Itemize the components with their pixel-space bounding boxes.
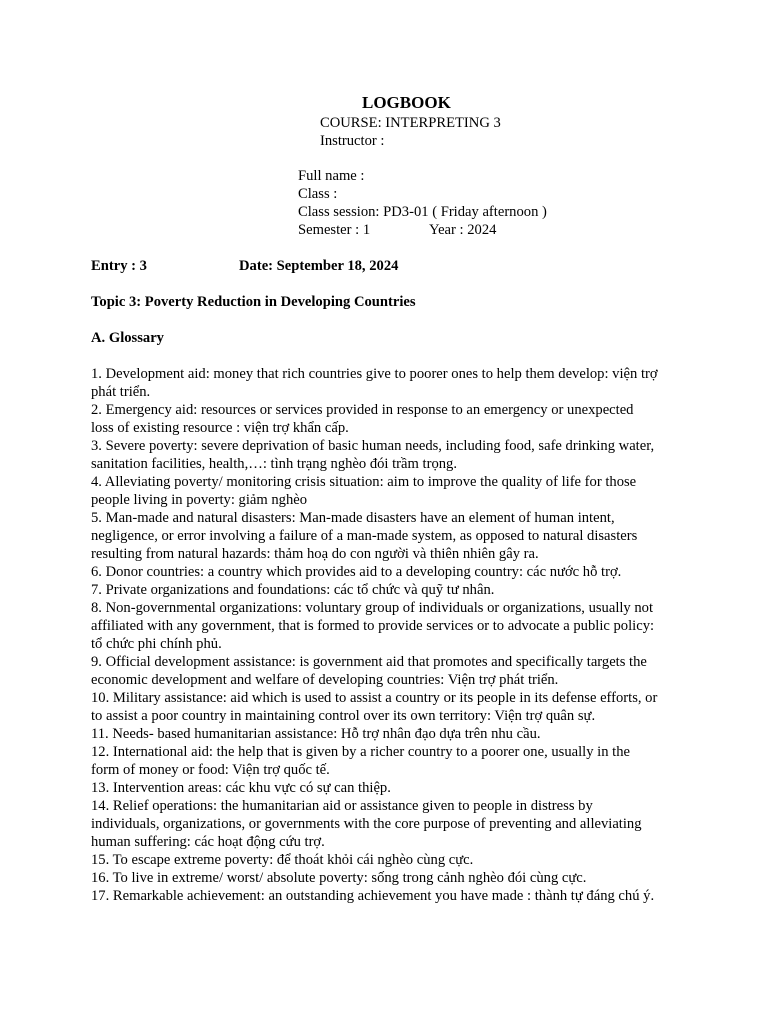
glossary-line: negligence, or error involving a failure of a man-made system, as opposed to natural disasters (91, 528, 638, 544)
glossary-heading: A. Glossary (91, 330, 164, 346)
course-name: COURSE: INTERPRETING 3 (320, 115, 501, 131)
glossary-line: 10. Military assistance: aid which is used to assist a country or its people in its defense efforts, or (91, 690, 658, 706)
glossary-line: 17. Remarkable achievement: an outstanding achievement you have made : thành tự đáng chú ý. (91, 888, 655, 904)
document-title: LOGBOOK (362, 93, 451, 112)
glossary-line: 14. Relief operations: the humanitarian aid or assistance given to people in distress by (91, 798, 593, 814)
topic-heading: Topic 3: Poverty Reduction in Developing Countries (91, 294, 416, 310)
semester-label: Semester : 1 (298, 222, 371, 238)
glossary-line: 5. Man-made and natural disasters: Man-made disasters have an element of human intent, (91, 510, 615, 526)
glossary-line: resulting from natural hazards: thảm hoạ do con người và thiên nhiên gây ra. (91, 546, 539, 562)
entry-date: Date: September 18, 2024 (239, 258, 399, 274)
entry-label: Entry : 3 (91, 258, 147, 274)
glossary-line: tổ chức phi chính phủ. (91, 636, 222, 652)
glossary-line: sanitation facilities, health,…: tình trạng nghèo đói trầm trọng. (91, 456, 457, 472)
glossary-line: 16. To live in extreme/ worst/ absolute poverty: sống trong cảnh nghèo đói cùng cực. (91, 870, 587, 886)
glossary-line: loss of existing resource : viện trợ khẩn cấp. (91, 420, 349, 436)
glossary-line: 7. Private organizations and foundations: các tổ chức và quỹ tư nhân. (91, 582, 495, 598)
semester-year-row (298, 221, 547, 239)
glossary-line: 2. Emergency aid: resources or services provided in response to an emergency or unexpected (91, 402, 634, 418)
glossary-line: 13. Intervention areas: các khu vực có sự can thiệp. (91, 780, 391, 796)
glossary-line: affiliated with any government, that is formed to provide services or to advocate a public policy: (91, 618, 655, 634)
instructor-label: Instructor : (320, 133, 385, 149)
glossary-line: 1. Development aid: money that rich countries give to poorer ones to help them develop: viện trợ (91, 366, 658, 382)
glossary-line: 6. Donor countries: a country which provides aid to a developing country: các nước hỗ trợ. (91, 564, 622, 580)
class-session-label: Class session: PD3-01 ( Friday afternoon ) (298, 204, 547, 220)
glossary-list (91, 365, 681, 905)
glossary-line: 8. Non-governmental organizations: voluntary group of individuals or organizations, usually not (91, 600, 654, 616)
glossary-line: phát triển. (91, 384, 151, 400)
glossary-line: 9. Official development assistance: is government aid that promotes and specifically targets the (91, 654, 647, 670)
glossary-line: 11. Needs- based humanitarian assistance: Hỗ trợ nhân đạo dựa trên nhu cầu. (91, 726, 541, 742)
glossary-line: human suffering: các hoạt động cứu trợ. (91, 834, 325, 850)
course-info (320, 114, 501, 150)
glossary-line: 15. To escape extreme poverty: để thoát khỏi cái nghèo cùng cực. (91, 852, 474, 868)
glossary-line: economic development and welfare of developing countries: Viện trợ phát triển. (91, 672, 559, 688)
glossary-line: individuals, organizations, or governments with the core purpose of preventing and alleviating (91, 816, 642, 832)
glossary-line: to assist a poor country in maintaining control over its own territory: Viện trợ quân sự. (91, 708, 596, 724)
glossary-line: 4. Alleviating poverty/ monitoring crisis situation: aim to improve the quality of life for those (91, 474, 637, 490)
student-info (298, 167, 547, 239)
glossary-line: 3. Severe poverty: severe deprivation of basic human needs, including food, safe drinking water, (91, 438, 655, 454)
glossary-line: 12. International aid: the help that is given by a richer country to a poorer one, usually in the (91, 744, 630, 760)
class-label: Class : (298, 186, 338, 202)
glossary-line: people living in poverty: giảm nghèo (91, 492, 308, 508)
year-label: Year : 2024 (429, 222, 497, 238)
full-name-label: Full name : (298, 168, 365, 184)
glossary-line: form of money or food: Viện trợ quốc tế. (91, 762, 330, 778)
entry-row (91, 257, 591, 275)
